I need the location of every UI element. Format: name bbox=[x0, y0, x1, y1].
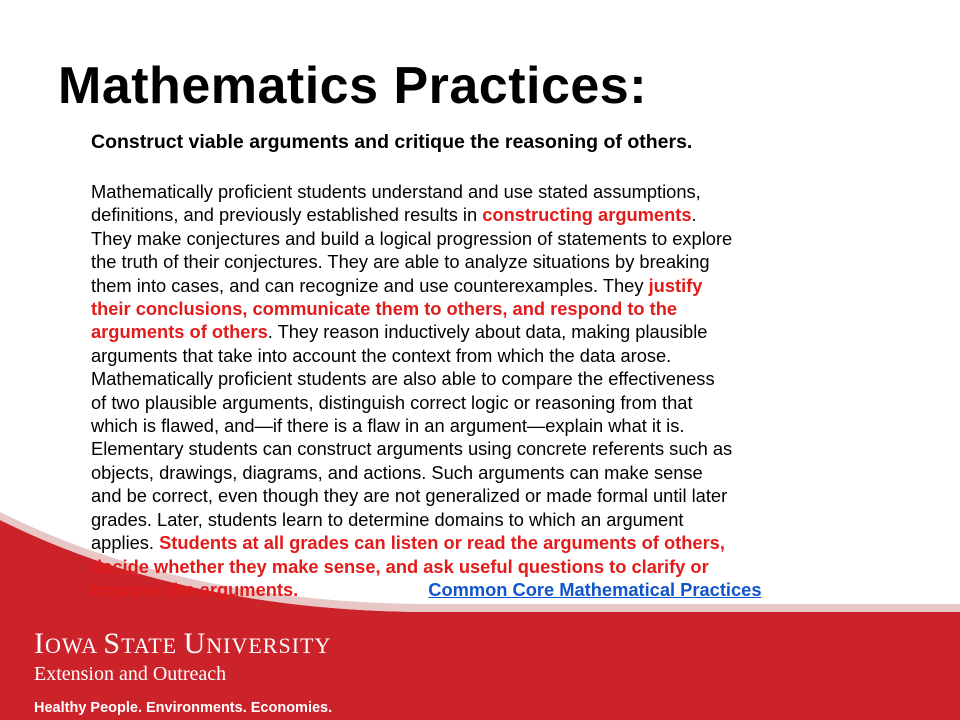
body-line: They make conjectures and build a logical progression of statements to explore bbox=[91, 227, 733, 249]
body-line bbox=[91, 578, 936, 601]
body-text bbox=[91, 180, 936, 601]
page-title: Mathematics Practices: bbox=[58, 57, 648, 115]
body-line: of two plausible arguments, distinguish correct logic or reasoning from that bbox=[91, 391, 693, 413]
body-line: them into cases, and can recognize and use counterexamples. They justify bbox=[91, 274, 703, 296]
body-line: Mathematically proficient students are also able to compare the effectiveness bbox=[91, 368, 715, 390]
body-line: Elementary students can construct arguments using concrete referents such as bbox=[91, 438, 733, 460]
highlight-students-all-grades: Students at all grades can listen or read the arguments of others, bbox=[159, 532, 725, 554]
body-line: arguments that take into account the context from which the data arose. bbox=[91, 344, 672, 366]
body-line: which is flawed, and—if there is a flaw in an argument—explain what it is. bbox=[91, 415, 685, 437]
common-core-link[interactable]: Common Core Mathematical Practices bbox=[428, 578, 762, 600]
body-line: grades. Later, students learn to determine domains to which an argument bbox=[91, 508, 684, 530]
body-line: the truth of their conjectures. They are able to analyze situations by breaking bbox=[91, 251, 710, 273]
footer-branding bbox=[34, 628, 332, 716]
body-line: definitions, and previously established results in constructing arguments. bbox=[91, 204, 697, 226]
body-line: Mathematically proficient students understand and use stated assumptions, bbox=[91, 181, 701, 202]
highlight-line: their conclusions, communicate them to others, and respond to the bbox=[91, 298, 678, 320]
highlight-justify: justify bbox=[648, 274, 703, 296]
university-logo: IOWA STATE UNIVERSITY bbox=[34, 627, 332, 660]
extension-outreach-label: Extension and Outreach bbox=[34, 663, 227, 685]
highlight-constructing-arguments: constructing arguments bbox=[482, 204, 692, 226]
highlight-improve-arguments: improve the arguments. bbox=[91, 578, 299, 600]
highlight-arguments-of-others: arguments of others bbox=[91, 321, 268, 343]
body-line: objects, drawings, diagrams, and actions. Such arguments can make sense bbox=[91, 461, 703, 483]
body-line: applies. Students at all grades can listen or read the arguments of others, bbox=[91, 532, 725, 554]
subtitle: Construct viable arguments and critique the reasoning of others. bbox=[91, 131, 693, 153]
body-line: and be correct, even though they are not generalized or made formal until later bbox=[91, 485, 728, 507]
body-line: arguments of others. They reason inductively about data, making plausible bbox=[91, 321, 708, 343]
tagline: Healthy People. Environments. Economies. bbox=[34, 700, 333, 716]
highlight-line: decide whether they make sense, and ask useful questions to clarify or bbox=[91, 555, 709, 577]
